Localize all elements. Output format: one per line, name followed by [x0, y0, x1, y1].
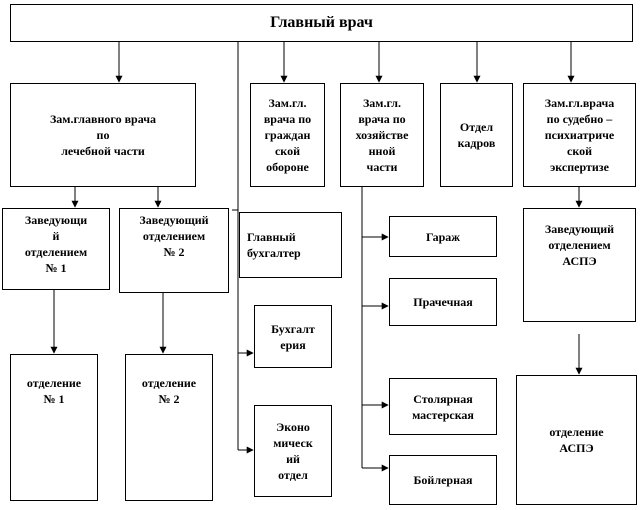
department-2-label: отделение № 2	[141, 376, 197, 406]
economic-department-label: Эконо мическ ий отдел	[273, 420, 313, 482]
garage-box	[389, 216, 497, 257]
hr-department-box	[440, 83, 513, 187]
accounting-label: Бухгалт ерия	[271, 321, 315, 352]
chief-accountant-label: Главный бухгалтер	[247, 230, 301, 260]
department-1-label: отделение № 1	[26, 376, 82, 406]
laundry-box	[389, 278, 497, 326]
head-department-1-box	[2, 208, 110, 290]
chief-physician-box	[10, 4, 633, 42]
head-department-aspe-box	[523, 208, 636, 322]
department-2-box	[125, 354, 213, 501]
garage-label: Гараж	[426, 229, 460, 244]
joinery-workshop-label: Столярная мастерская	[412, 391, 474, 422]
deputy-medical-label: Зам.главного врача по лечебной части	[49, 112, 157, 158]
deputy-forensic-label: Зам.гл.врача по судебно – психиатриче ской экспертизе	[544, 96, 615, 174]
joinery-workshop-box	[389, 378, 497, 435]
department-aspe-box	[516, 375, 637, 505]
deputy-forensic-box	[523, 83, 636, 187]
deputy-economic-box	[340, 83, 424, 187]
hr-department-label: Отдел кадров	[457, 120, 496, 150]
department-1-box	[10, 354, 98, 501]
deputy-medical-box	[10, 83, 196, 187]
head-department-2-box	[119, 208, 229, 293]
department-aspe-label: отделение АСПЭ	[549, 425, 604, 455]
deputy-civil-defense-box	[250, 83, 325, 187]
laundry-label: Прачечная	[413, 295, 473, 309]
head-department-aspe-label: Заведующий отделением АСПЭ	[544, 222, 615, 268]
boiler-room-label: Бойлерная	[413, 473, 473, 487]
chief-physician-label: Главный врач	[270, 14, 373, 31]
boiler-room-box	[389, 455, 497, 505]
chief-accountant-box	[239, 212, 342, 278]
deputy-economic-label: Зам.гл. врача по хозяйстве нной части	[355, 96, 409, 174]
head-department-1-label: Заведующи й отделением № 1	[24, 213, 88, 275]
economic-department-box	[254, 405, 332, 497]
accounting-box	[254, 305, 332, 368]
deputy-civil-defense-label: Зам.гл. врача по граждан ской обороне	[263, 96, 312, 174]
head-department-2-label: Заведующий отделением № 2	[139, 213, 209, 259]
